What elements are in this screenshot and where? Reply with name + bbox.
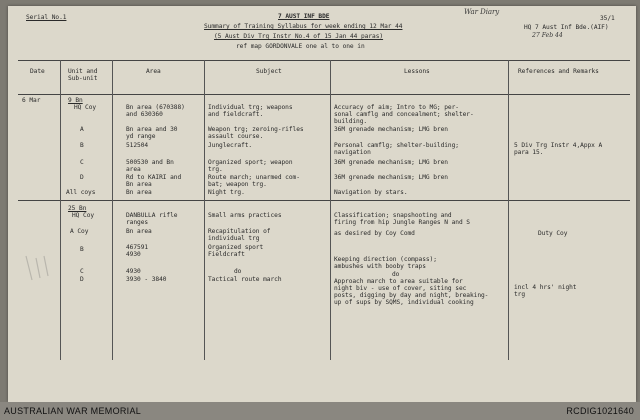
row-subject: Recapitulation of individual trg — [208, 228, 271, 242]
column-header: Lessons — [404, 68, 430, 75]
row-unit: B — [80, 246, 84, 253]
section-unit: 25 Bn — [68, 205, 87, 212]
origin-date: 27 Feb 44 — [532, 32, 563, 39]
document-page — [8, 6, 636, 402]
row-subject: Route march; unarmed com- bat; weapon trg. — [208, 174, 300, 188]
row-area: 512504 — [126, 142, 149, 149]
serial-number: Serial No.1 — [26, 14, 67, 21]
row-area: 4930 — [126, 268, 141, 275]
row-lessons: as desired by Coy Comd — [334, 230, 415, 237]
row-area: DANBULLA rifle ranges — [126, 212, 178, 226]
row-area: Bn area and 30 yd range — [126, 126, 178, 140]
row-unit: C — [80, 268, 84, 275]
row-lessons: Approach march to area suitable for night biv - use of cover, siting sec posts, digging by day and night, breaking- up of sups by SQMS, individual cooking — [334, 278, 489, 306]
row-subject: Junglecraft. — [208, 142, 253, 149]
column-divider — [60, 60, 61, 360]
instruction-ref: (5 Aust Div Trg Instr No.4 of 15 Jan 44 paras) — [214, 33, 384, 40]
row-lessons: Keeping direction (compass); ambushes with booby traps — [334, 256, 437, 270]
row-subject: Organized sport Fieldcraft — [208, 244, 264, 258]
section-divider — [18, 200, 630, 201]
map-reference: ref map GORDONVALE one al to one in — [236, 43, 365, 50]
row-unit: All coys — [66, 189, 96, 196]
row-remarks: Duty Coy — [538, 230, 568, 237]
column-header: Subject — [256, 68, 282, 75]
column-header: Date — [30, 68, 45, 75]
row-lessons: 36M grenade mechanism; LMG bren — [334, 159, 448, 166]
row-subject: Organized sport; weapon trg. — [208, 159, 293, 173]
row-lessons: 36M grenade mechanism; LMG bren — [334, 174, 448, 181]
row-subject: Individual trg; weapons and fieldcraft. — [208, 104, 293, 118]
row-area: Rd to KAIRI and Bn area — [126, 174, 182, 188]
row-area: Bn area — [126, 189, 152, 196]
column-divider — [204, 60, 205, 360]
row-subject: do — [234, 268, 242, 275]
row-lessons: Personal camflg; shelter-building; navigation — [334, 142, 459, 156]
row-lessons: Classification; snapshooting and firing from hip Jungle Ranges N and S — [334, 212, 470, 226]
table-top-rule — [18, 60, 630, 61]
column-header: References and Remarks — [518, 68, 599, 75]
row-subject: Night trg. — [208, 189, 245, 196]
row-area: 467591 4930 — [126, 244, 149, 258]
row-lessons: 36M grenade mechanism; LMG bren — [334, 126, 448, 133]
row-unit: C — [80, 159, 84, 166]
column-divider — [112, 60, 113, 360]
row-unit: D — [80, 174, 84, 181]
row-unit: A Coy — [70, 228, 89, 235]
row-unit: D — [80, 276, 84, 283]
column-header: Area — [146, 68, 161, 75]
row-subject: Small arms practices — [208, 212, 282, 219]
table-header-rule — [18, 94, 630, 95]
row-unit: HQ Coy — [72, 212, 95, 219]
row-remarks: incl 4 hrs' night trg — [514, 284, 577, 298]
row-area: Bn area — [126, 228, 152, 235]
column-divider — [330, 60, 331, 360]
row-area: Bn area (670388) and 630360 — [126, 104, 185, 118]
column-divider — [508, 60, 509, 360]
column-header: Unit and Sub-unit — [68, 68, 98, 82]
document-title: 7 AUST INF BDE — [278, 13, 330, 20]
faded-stamp-mark — [22, 252, 62, 284]
origin-hq: HQ 7 Aust Inf Bde.(AIF) — [524, 24, 609, 31]
archive-footer — [0, 402, 640, 420]
section-date: 6 Mar — [22, 97, 41, 104]
row-unit: HQ Coy — [74, 104, 97, 111]
row-remarks: 5 Div Trg Instr 4,Appx A para 15. — [514, 142, 603, 156]
footer-catalog-id: RCDIG1021640 — [566, 406, 634, 416]
handwritten-note: War Diary — [464, 8, 500, 16]
row-unit: A — [80, 126, 84, 133]
page-number: 35/1 — [600, 15, 615, 22]
row-lessons: Accuracy of aim; Intro to MG; per- sonal camflg and concealment; shelter- building. — [334, 104, 474, 125]
row-area: 3930 - 3840 — [126, 276, 167, 283]
document-subtitle: Summary of Training Syllabus for week ending 12 Mar 44 — [204, 23, 403, 30]
row-lessons: Navigation by stars. — [334, 189, 408, 196]
row-lessons: do — [392, 271, 400, 278]
footer-source: AUSTRALIAN WAR MEMORIAL — [4, 406, 142, 416]
row-subject: Weapon trg; zeroing-rifles assault course. — [208, 126, 304, 140]
section-unit: 9 Bn — [68, 97, 83, 104]
row-unit: B — [80, 142, 84, 149]
row-subject: Tactical route march — [208, 276, 282, 283]
row-area: 500530 and Bn area — [126, 159, 174, 173]
